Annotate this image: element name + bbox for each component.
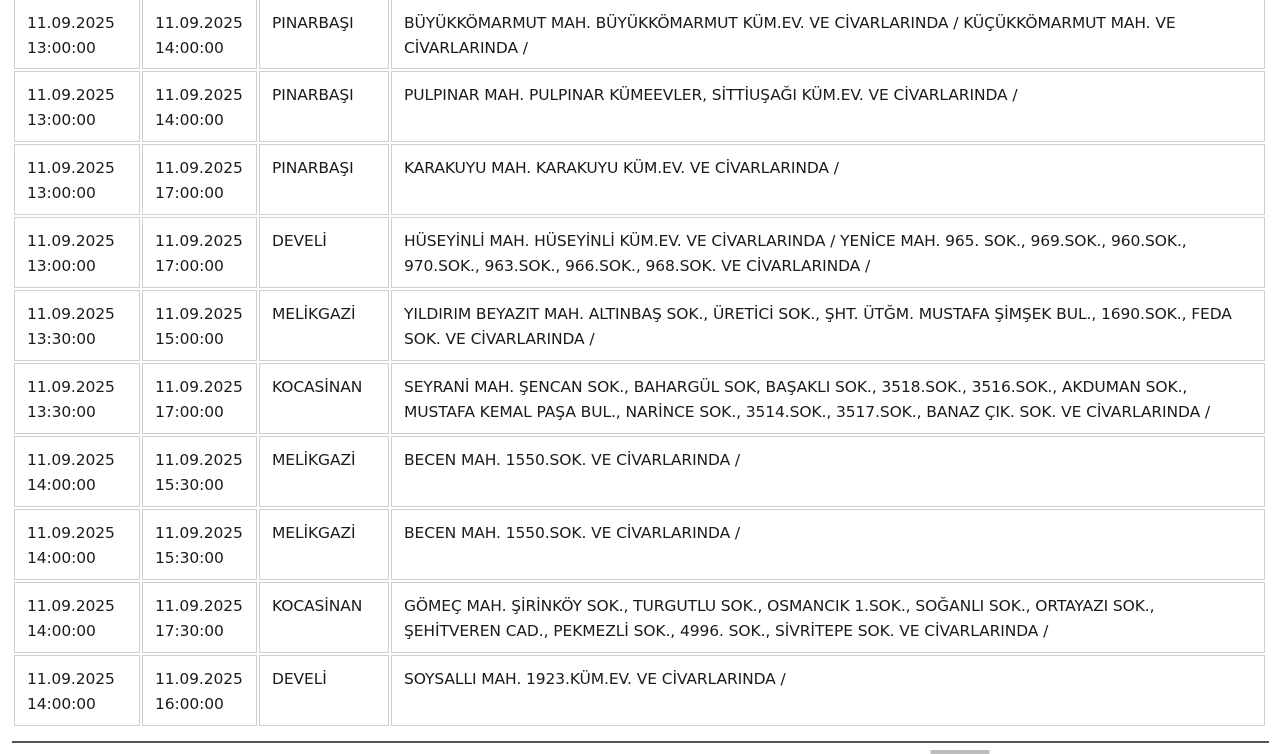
outage-table <box>12 0 1267 728</box>
address-cell <box>391 290 1265 361</box>
end-cell <box>142 509 257 580</box>
start-time: 13:00:00 <box>27 184 96 202</box>
start-date: 11.09.2025 <box>27 232 115 250</box>
address-cell <box>391 436 1265 507</box>
district-name: MELİKGAZİ <box>272 451 356 469</box>
table-row <box>14 290 1265 361</box>
address-text: BECEN MAH. 1550.SOK. VE CİVARLARINDA / <box>404 524 741 542</box>
address-text: HÜSEYİNLİ MAH. HÜSEYİNLİ KÜM.EV. VE CİVARLARINDA / YENİCE MAH. 965. SOK., 969.SOK., 960.SOK., 970.SOK., 963.SOK., 966.SOK., 968.SOK. VE CİVARLARINDA / <box>404 232 1187 275</box>
start-cell <box>14 436 140 507</box>
address-cell <box>391 144 1265 215</box>
end-cell <box>142 144 257 215</box>
start-time: 14:00:00 <box>27 695 96 713</box>
table-row <box>14 655 1265 726</box>
address-text: SOYSALLI MAH. 1923.KÜM.EV. VE CİVARLARINDA / <box>404 670 786 688</box>
end-cell <box>142 655 257 726</box>
district-name: PINARBAŞI <box>272 86 354 104</box>
end-cell <box>142 0 257 69</box>
table-bottom-border <box>12 741 1269 743</box>
district-cell <box>259 217 389 288</box>
address-cell <box>391 509 1265 580</box>
district-cell <box>259 71 389 142</box>
address-cell <box>391 582 1265 653</box>
start-date: 11.09.2025 <box>27 159 115 177</box>
table-row <box>14 509 1265 580</box>
end-date: 11.09.2025 <box>155 451 243 469</box>
end-date: 11.09.2025 <box>155 159 243 177</box>
district-name: MELİKGAZİ <box>272 305 356 323</box>
table-row <box>14 582 1265 653</box>
address-text: BECEN MAH. 1550.SOK. VE CİVARLARINDA / <box>404 451 741 469</box>
end-cell <box>142 290 257 361</box>
end-cell <box>142 436 257 507</box>
address-text: PULPINAR MAH. PULPINAR KÜMEEVLER, SİTTİUŞAĞI KÜM.EV. VE CİVARLARINDA / <box>404 86 1018 104</box>
end-date: 11.09.2025 <box>155 305 243 323</box>
end-time: 14:00:00 <box>155 111 224 129</box>
table-row <box>14 436 1265 507</box>
start-time: 13:30:00 <box>27 330 96 348</box>
district-cell <box>259 582 389 653</box>
end-date: 11.09.2025 <box>155 14 243 32</box>
address-text: KARAKUYU MAH. KARAKUYU KÜM.EV. VE CİVARLARINDA / <box>404 159 839 177</box>
district-name: DEVELİ <box>272 670 327 688</box>
end-time: 17:00:00 <box>155 257 224 275</box>
end-time: 14:00:00 <box>155 39 224 57</box>
start-cell <box>14 509 140 580</box>
table-row <box>14 363 1265 434</box>
address-text: GÖMEÇ MAH. ŞİRİNKÖY SOK., TURGUTLU SOK., OSMANCIK 1.SOK., SOĞANLI SOK., ORTAYAZI SOK., ŞEHİTVEREN CAD., PEKMEZLİ SOK., 4996. SOK., SİVRİTEPE SOK. VE CİVARLARINDA / <box>404 597 1155 640</box>
table-row <box>14 0 1265 69</box>
table-row <box>14 144 1265 215</box>
district-cell <box>259 436 389 507</box>
start-cell <box>14 144 140 215</box>
end-time: 15:30:00 <box>155 476 224 494</box>
district-cell <box>259 655 389 726</box>
end-cell <box>142 217 257 288</box>
end-date: 11.09.2025 <box>155 597 243 615</box>
start-date: 11.09.2025 <box>27 524 115 542</box>
end-time: 15:30:00 <box>155 549 224 567</box>
start-time: 13:00:00 <box>27 39 96 57</box>
address-cell <box>391 71 1265 142</box>
start-date: 11.09.2025 <box>27 378 115 396</box>
end-time: 17:00:00 <box>155 184 224 202</box>
start-cell <box>14 0 140 69</box>
end-date: 11.09.2025 <box>155 232 243 250</box>
address-cell <box>391 363 1265 434</box>
start-date: 11.09.2025 <box>27 451 115 469</box>
end-time: 17:00:00 <box>155 403 224 421</box>
district-name: MELİKGAZİ <box>272 524 356 542</box>
district-cell <box>259 363 389 434</box>
start-date: 11.09.2025 <box>27 670 115 688</box>
start-cell <box>14 363 140 434</box>
end-time: 15:00:00 <box>155 330 224 348</box>
end-cell <box>142 71 257 142</box>
table-row <box>14 217 1265 288</box>
district-name: PINARBAŞI <box>272 14 354 32</box>
district-name: KOCASİNAN <box>272 378 363 396</box>
start-date: 11.09.2025 <box>27 597 115 615</box>
start-time: 13:00:00 <box>27 111 96 129</box>
district-cell <box>259 144 389 215</box>
end-cell <box>142 363 257 434</box>
table-row <box>14 71 1265 142</box>
end-date: 11.09.2025 <box>155 524 243 542</box>
start-date: 11.09.2025 <box>27 86 115 104</box>
district-cell <box>259 290 389 361</box>
address-cell <box>391 655 1265 726</box>
end-cell <box>142 582 257 653</box>
district-name: DEVELİ <box>272 232 327 250</box>
end-date: 11.09.2025 <box>155 86 243 104</box>
address-text: YILDIRIM BEYAZIT MAH. ALTINBAŞ SOK., ÜRETİCİ SOK., ŞHT. ÜTĞM. MUSTAFA ŞİMŞEK BUL., 1690.SOK., FEDA SOK. VE CİVARLARINDA / <box>404 305 1232 348</box>
end-time: 17:30:00 <box>155 622 224 640</box>
end-time: 16:00:00 <box>155 695 224 713</box>
address-text: SEYRANİ MAH. ŞENCAN SOK., BAHARGÜL SOK, BAŞAKLI SOK., 3518.SOK., 3516.SOK., AKDUMAN SOK., MUSTAFA KEMAL PAŞA BUL., NARİNCE SOK., 3514.SOK., 3517.SOK., BANAZ ÇIK. SOK. VE CİVARLARINDA / <box>404 378 1211 421</box>
start-time: 14:00:00 <box>27 476 96 494</box>
start-cell <box>14 290 140 361</box>
address-cell <box>391 0 1265 69</box>
start-cell <box>14 71 140 142</box>
district-name: KOCASİNAN <box>272 597 363 615</box>
start-cell <box>14 582 140 653</box>
start-cell <box>14 217 140 288</box>
end-date: 11.09.2025 <box>155 378 243 396</box>
start-date: 11.09.2025 <box>27 14 115 32</box>
start-time: 13:00:00 <box>27 257 96 275</box>
table-body <box>14 0 1265 726</box>
end-date: 11.09.2025 <box>155 670 243 688</box>
district-name: PINARBAŞI <box>272 159 354 177</box>
start-time: 13:30:00 <box>27 403 96 421</box>
district-cell <box>259 509 389 580</box>
district-cell <box>259 0 389 69</box>
start-time: 14:00:00 <box>27 549 96 567</box>
start-date: 11.09.2025 <box>27 305 115 323</box>
start-time: 14:00:00 <box>27 622 96 640</box>
address-cell <box>391 217 1265 288</box>
start-cell <box>14 655 140 726</box>
address-text: BÜYÜKKÖMARMUT MAH. BÜYÜKKÖMARMUT KÜM.EV. VE CİVARLARINDA / KÜÇÜKKÖMARMUT MAH. VE CİVARLARINDA / <box>404 14 1176 57</box>
